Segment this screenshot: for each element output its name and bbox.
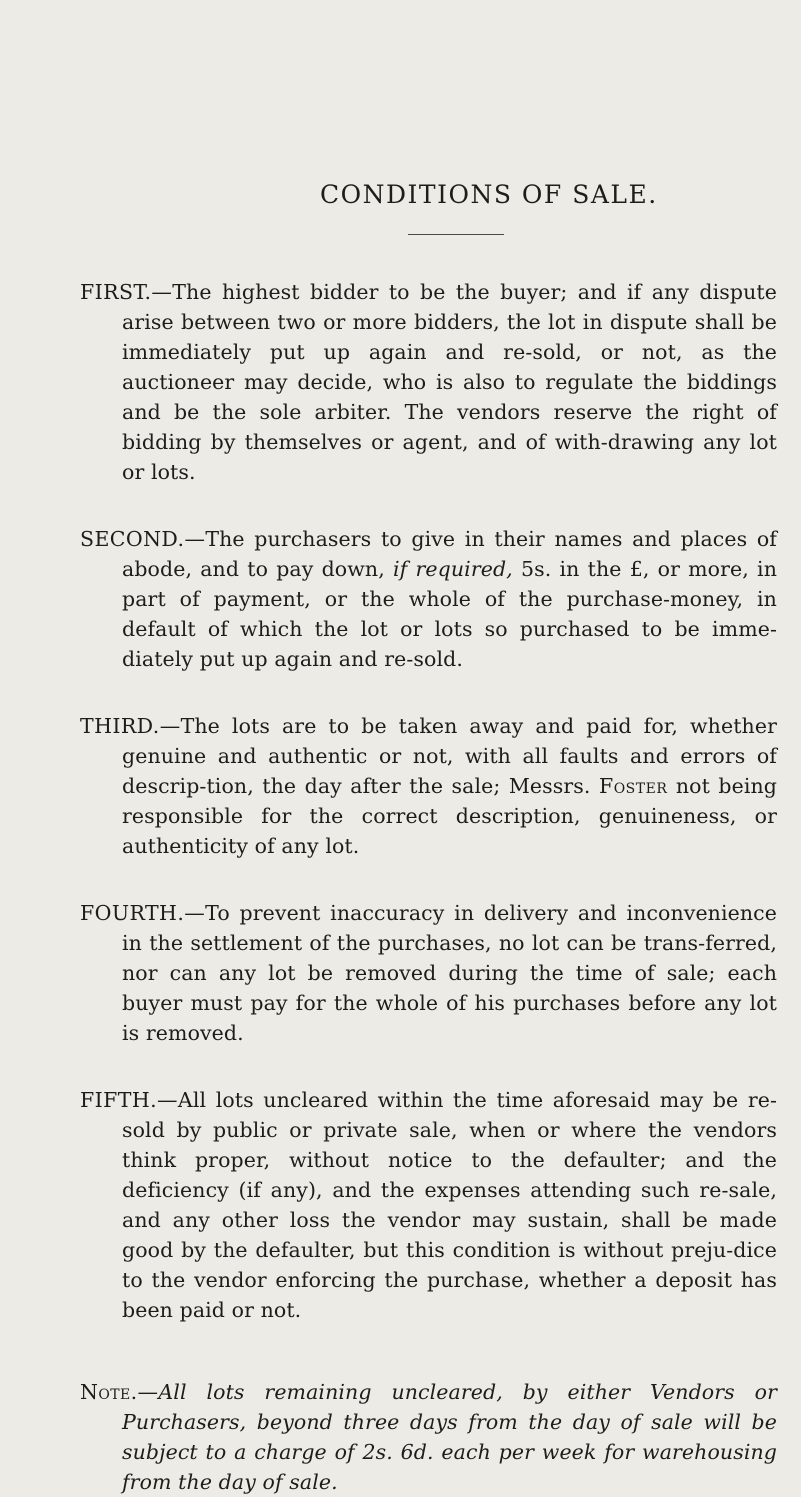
condition-text: All lots uncleared within the time aforesaid may be re-sold by public or private sale, when or where the vendors think proper, without notice to the defaulter; and the deficiency (if any), and the expenses attending such re-sale, and any other loss the vendor may sustain, shall be made good by the defaulter, but this condition is without preju-dice to the vendor enforcing the purchase, whether a deposit has been paid or not. (122, 1088, 777, 1322)
condition-text: The purchasers to give in their names and places of abode, and to pay down, (122, 527, 777, 581)
condition-text: The lots are to be taken away and paid for, whether genuine and authentic or not, with all faults and errors of descrip-tion, the day after the sale; Messrs. (122, 714, 777, 798)
condition-second (80, 524, 777, 674)
condition-text: To prevent inaccuracy in delivery and inconvenience in the settlement of the purchases, no lot can be trans-ferred, nor can any lot be removed during the time of sale; each buyer must pay for the whole of his purchases before any lot is removed. (122, 901, 777, 1045)
condition-label: FIFTH.— (80, 1088, 178, 1112)
condition-label: SECOND.— (80, 527, 206, 551)
condition-first (80, 277, 777, 487)
page-title: CONDITIONS OF SALE. (320, 180, 658, 209)
condition-third (80, 711, 777, 861)
note-label: Note.— (80, 1380, 159, 1404)
condition-emphasis: if required, (393, 557, 513, 581)
condition-fifth (80, 1085, 777, 1325)
condition-label: FOURTH.— (80, 901, 206, 925)
note (80, 1377, 777, 1497)
condition-text-continued: 5s. in the £, or more, in part of payment, or the whole of the purchase-money, in default of which the lot or lots so purchased to be imme-diately put up again and re-sold. (122, 557, 777, 671)
condition-label: FIRST.— (80, 280, 173, 304)
condition-text-continued: not being responsible for the correct description, genuineness, or authenticity of any lot. (122, 774, 777, 858)
note-text: All lots remaining uncleared, by either Vendors or Purchasers, beyond three days from the day of sale will be subject to a charge of 2s. 6d. each per week for warehousing from the day of sale. (122, 1380, 777, 1494)
auctioneer-name: Foster (598, 774, 668, 798)
condition-text: The highest bidder to be the buyer; and if any dispute arise between two or more bidders, the lot in dispute shall be immediately put up again and re-sold, or not, as the auctioneer may decide, who is also to regulate the biddings and be the sole arbiter. The vendors reserve the right of bidding by themselves or agent, and of with-drawing any lot or lots. (122, 280, 777, 484)
condition-fourth (80, 898, 777, 1048)
title-divider (408, 234, 504, 235)
conditions-list (80, 277, 777, 1497)
condition-label: THIRD.— (80, 714, 181, 738)
